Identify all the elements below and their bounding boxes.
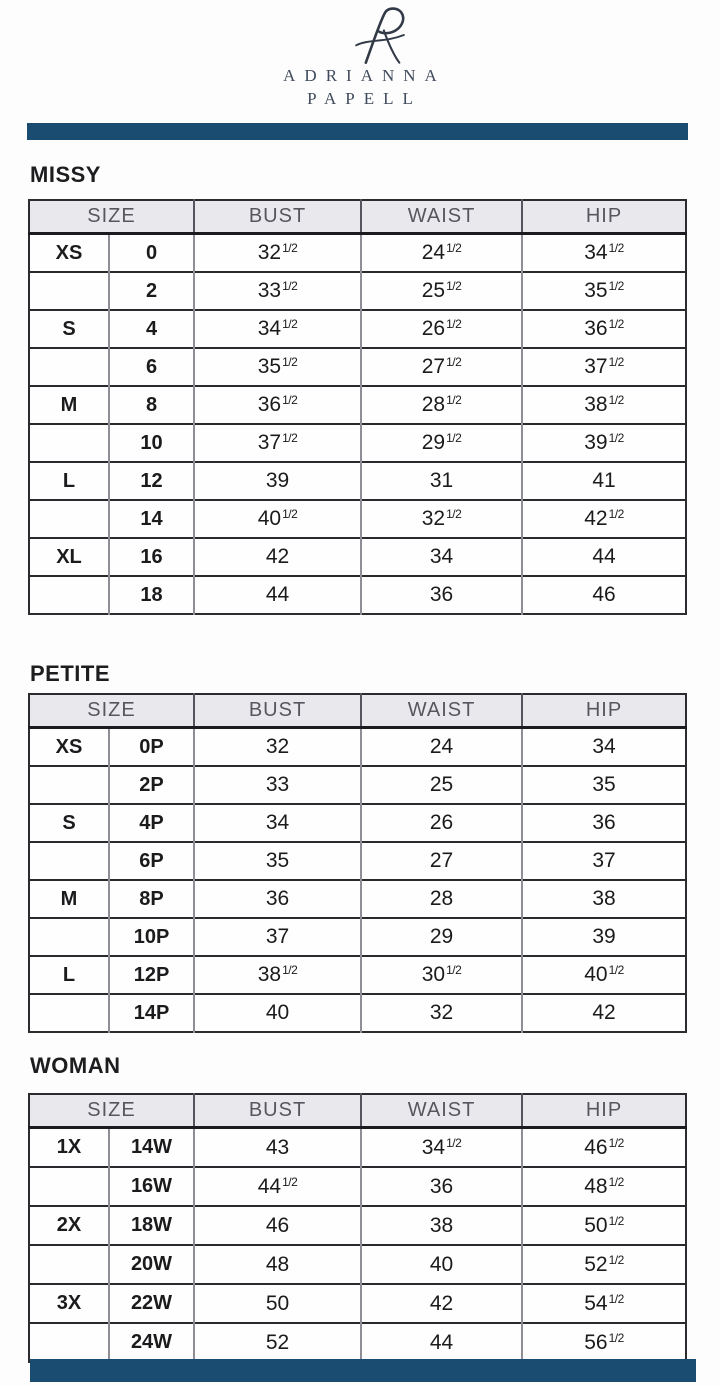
size-number-cell: 12P: [109, 956, 194, 994]
bust-cell: 36: [194, 880, 361, 918]
hip-cell: 42: [522, 994, 686, 1032]
waist-cell: 26: [361, 804, 522, 842]
waist-cell: $27^{1/2}$: [361, 348, 522, 386]
size-column-header: SIZE: [29, 1094, 194, 1128]
waist-cell: $24^{1/2}$: [361, 234, 522, 273]
hip-cell: 36: [522, 804, 686, 842]
hip-cell: $52^{1/2}$: [522, 1245, 686, 1284]
waist-column-header: WAIST: [361, 694, 522, 728]
hip-cell: 41: [522, 462, 686, 500]
bust-cell: $33^{1/2}$: [194, 272, 361, 310]
hip-cell: 39: [522, 918, 686, 956]
header-row: [29, 694, 686, 728]
hip-cell: 38: [522, 880, 686, 918]
table-row: [29, 1245, 686, 1284]
waist-cell: $32^{1/2}$: [361, 500, 522, 538]
table-row: [29, 880, 686, 918]
bust-cell: $36^{1/2}$: [194, 386, 361, 424]
header-row: [29, 200, 686, 234]
size-table-petite: [28, 693, 687, 1033]
waist-cell: 27: [361, 842, 522, 880]
bust-column-header: BUST: [194, 200, 361, 234]
table-row: [29, 310, 686, 348]
waist-cell: 32: [361, 994, 522, 1032]
table-row: [29, 804, 686, 842]
size-number-cell: 8: [109, 386, 194, 424]
hip-cell: $35^{1/2}$: [522, 272, 686, 310]
size-letter-cell: M: [29, 386, 109, 424]
hip-cell: $37^{1/2}$: [522, 348, 686, 386]
size-column-header: SIZE: [29, 200, 194, 234]
size-letter-cell: [29, 1245, 109, 1284]
bust-cell: 32: [194, 728, 361, 767]
bust-cell: 52: [194, 1323, 361, 1362]
top-divider-bar: [27, 123, 688, 140]
size-number-cell: 16: [109, 538, 194, 576]
size-number-cell: 8P: [109, 880, 194, 918]
waist-cell: 28: [361, 880, 522, 918]
size-letter-cell: [29, 348, 109, 386]
brand-monogram-icon: [330, 6, 430, 64]
table-row: [29, 1284, 686, 1323]
waist-cell: 31: [361, 462, 522, 500]
waist-cell: 44: [361, 1323, 522, 1362]
size-letter-cell: [29, 842, 109, 880]
bust-cell: 39: [194, 462, 361, 500]
table-row: [29, 728, 686, 767]
size-number-cell: 10: [109, 424, 194, 462]
size-letter-cell: M: [29, 880, 109, 918]
hip-cell: $50^{1/2}$: [522, 1206, 686, 1245]
bust-cell: 48: [194, 1245, 361, 1284]
size-letter-cell: 1X: [29, 1128, 109, 1168]
size-letter-cell: 2X: [29, 1206, 109, 1245]
bust-cell: 37: [194, 918, 361, 956]
bust-cell: $35^{1/2}$: [194, 348, 361, 386]
table-row: [29, 386, 686, 424]
size-number-cell: 2: [109, 272, 194, 310]
section-title-missy: MISSY: [30, 162, 101, 187]
size-number-cell: 6: [109, 348, 194, 386]
bust-cell: $37^{1/2}$: [194, 424, 361, 462]
table-row: [29, 1323, 686, 1362]
table-row: [29, 994, 686, 1032]
size-number-cell: 12: [109, 462, 194, 500]
size-letter-cell: [29, 1323, 109, 1362]
table-row: [29, 842, 686, 880]
size-number-cell: 22W: [109, 1284, 194, 1323]
bust-cell: 42: [194, 538, 361, 576]
waist-cell: 36: [361, 576, 522, 614]
size-number-cell: 4P: [109, 804, 194, 842]
table-row: [29, 538, 686, 576]
size-number-cell: 14: [109, 500, 194, 538]
size-letter-cell: 3X: [29, 1284, 109, 1323]
hip-cell: $38^{1/2}$: [522, 386, 686, 424]
bust-cell: 34: [194, 804, 361, 842]
waist-cell: 29: [361, 918, 522, 956]
bust-column-header: BUST: [194, 694, 361, 728]
table-row: [29, 576, 686, 614]
hip-cell: 44: [522, 538, 686, 576]
table-row: [29, 462, 686, 500]
size-number-cell: 18: [109, 576, 194, 614]
hip-cell: 34: [522, 728, 686, 767]
section-missy: [0, 164, 720, 615]
waist-cell: 36: [361, 1167, 522, 1206]
waist-cell: 34: [361, 538, 522, 576]
waist-cell: $34^{1/2}$: [361, 1128, 522, 1168]
table-row: [29, 1167, 686, 1206]
header-row: [29, 1094, 686, 1128]
hip-cell: $46^{1/2}$: [522, 1128, 686, 1168]
hip-cell: $54^{1/2}$: [522, 1284, 686, 1323]
table-row: [29, 500, 686, 538]
bust-column-header: BUST: [194, 1094, 361, 1128]
hip-cell: 37: [522, 842, 686, 880]
section-woman: [0, 1055, 720, 1363]
size-letter-cell: L: [29, 462, 109, 500]
table-row: [29, 918, 686, 956]
bust-cell: 46: [194, 1206, 361, 1245]
size-number-cell: 14W: [109, 1128, 194, 1168]
hip-cell: $34^{1/2}$: [522, 234, 686, 273]
size-number-cell: 24W: [109, 1323, 194, 1362]
size-table-missy: [28, 199, 687, 615]
hip-cell: 35: [522, 766, 686, 804]
waist-cell: 38: [361, 1206, 522, 1245]
hip-cell: 46: [522, 576, 686, 614]
waist-cell: $26^{1/2}$: [361, 310, 522, 348]
size-letter-cell: S: [29, 804, 109, 842]
size-number-cell: 20W: [109, 1245, 194, 1284]
size-number-cell: 4: [109, 310, 194, 348]
section-title-petite: PETITE: [30, 661, 111, 686]
waist-cell: $28^{1/2}$: [361, 386, 522, 424]
brand-logo: [0, 0, 720, 109]
brand-name-line1: ADRIANNA: [283, 66, 446, 85]
waist-cell: $29^{1/2}$: [361, 424, 522, 462]
table-row: [29, 1206, 686, 1245]
table-row: [29, 1128, 686, 1168]
bust-cell: $38^{1/2}$: [194, 956, 361, 994]
brand-name-line2: PAPELL: [307, 89, 422, 108]
bust-cell: 43: [194, 1128, 361, 1168]
bottom-divider-bar: [30, 1359, 696, 1382]
size-letter-cell: [29, 994, 109, 1032]
waist-cell: $30^{1/2}$: [361, 956, 522, 994]
bust-cell: 35: [194, 842, 361, 880]
bust-cell: 44: [194, 576, 361, 614]
waist-cell: 25: [361, 766, 522, 804]
hip-cell: $48^{1/2}$: [522, 1167, 686, 1206]
table-row: [29, 272, 686, 310]
table-row: [29, 234, 686, 273]
size-letter-cell: XL: [29, 538, 109, 576]
table-row: [29, 766, 686, 804]
size-letter-cell: XS: [29, 728, 109, 767]
hip-cell: $56^{1/2}$: [522, 1323, 686, 1362]
table-row: [29, 348, 686, 386]
section-petite: [0, 663, 720, 1033]
size-number-cell: 0P: [109, 728, 194, 767]
bust-cell: $40^{1/2}$: [194, 500, 361, 538]
table-row: [29, 956, 686, 994]
bust-cell: 50: [194, 1284, 361, 1323]
bust-cell: 40: [194, 994, 361, 1032]
size-letter-cell: [29, 1167, 109, 1206]
size-letter-cell: L: [29, 956, 109, 994]
size-letter-cell: XS: [29, 234, 109, 273]
waist-column-header: WAIST: [361, 1094, 522, 1128]
hip-column-header: HIP: [522, 1094, 686, 1128]
hip-cell: $42^{1/2}$: [522, 500, 686, 538]
size-number-cell: 2P: [109, 766, 194, 804]
hip-cell: $40^{1/2}$: [522, 956, 686, 994]
size-letter-cell: S: [29, 310, 109, 348]
bust-cell: $34^{1/2}$: [194, 310, 361, 348]
waist-column-header: WAIST: [361, 200, 522, 234]
hip-column-header: HIP: [522, 200, 686, 234]
size-letter-cell: [29, 500, 109, 538]
waist-cell: 24: [361, 728, 522, 767]
size-letter-cell: [29, 918, 109, 956]
bust-cell: $44^{1/2}$: [194, 1167, 361, 1206]
size-number-cell: 18W: [109, 1206, 194, 1245]
size-number-cell: 0: [109, 234, 194, 273]
waist-cell: 42: [361, 1284, 522, 1323]
section-title-woman: WOMAN: [30, 1053, 121, 1078]
waist-cell: 40: [361, 1245, 522, 1284]
size-letter-cell: [29, 766, 109, 804]
size-letter-cell: [29, 576, 109, 614]
size-number-cell: 14P: [109, 994, 194, 1032]
size-number-cell: 16W: [109, 1167, 194, 1206]
bust-cell: $32^{1/2}$: [194, 234, 361, 273]
waist-cell: $25^{1/2}$: [361, 272, 522, 310]
hip-column-header: HIP: [522, 694, 686, 728]
size-number-cell: 10P: [109, 918, 194, 956]
hip-cell: $39^{1/2}$: [522, 424, 686, 462]
size-number-cell: 6P: [109, 842, 194, 880]
bust-cell: 33: [194, 766, 361, 804]
size-letter-cell: [29, 424, 109, 462]
size-letter-cell: [29, 272, 109, 310]
hip-cell: $36^{1/2}$: [522, 310, 686, 348]
table-row: [29, 424, 686, 462]
size-table-woman: [28, 1093, 687, 1363]
size-column-header: SIZE: [29, 694, 194, 728]
